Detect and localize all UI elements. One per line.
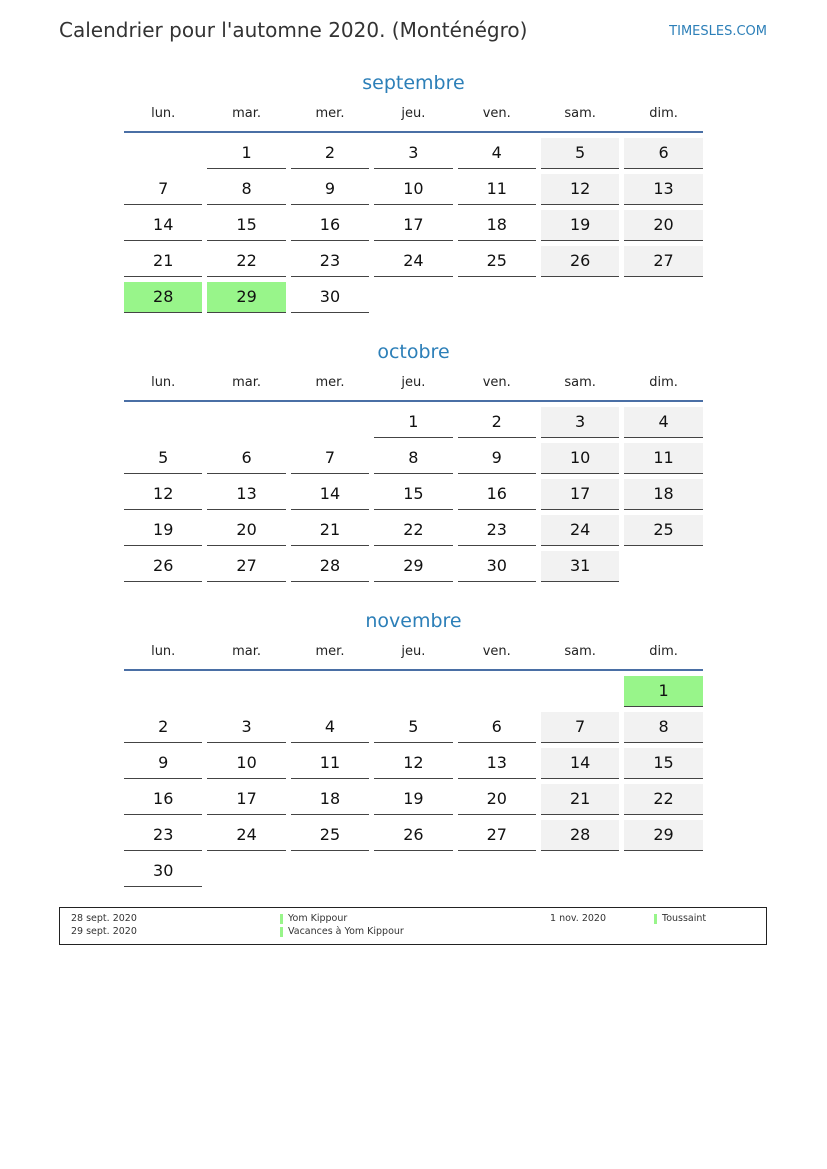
day-cell: 9 xyxy=(291,174,369,205)
day-cell: 26 xyxy=(541,246,619,277)
day-cell: 25 xyxy=(291,820,369,851)
weekday-label: dim. xyxy=(649,375,678,390)
weekday-label: sam. xyxy=(564,644,596,659)
day-cell: 6 xyxy=(624,138,702,169)
week-row xyxy=(124,784,703,815)
month-octobre xyxy=(124,339,703,587)
weekday-label: mer. xyxy=(315,375,345,390)
legend-holiday-name: Vacances à Yom Kippour xyxy=(288,926,404,937)
day-cell: 5 xyxy=(124,443,202,474)
day-cell: 23 xyxy=(291,246,369,277)
month-name: octobre xyxy=(377,341,450,363)
day-cell: 4 xyxy=(458,138,536,169)
weekday-label: ven. xyxy=(482,644,511,659)
empty-cell xyxy=(124,407,202,438)
week-row xyxy=(124,748,703,779)
empty-cell xyxy=(374,856,452,887)
legend-date: 29 sept. 2020 xyxy=(71,926,137,937)
day-cell: 21 xyxy=(541,784,619,815)
weekday-label: jeu. xyxy=(401,375,426,390)
day-cell: 13 xyxy=(458,748,536,779)
day-cell: 1 xyxy=(624,676,702,707)
day-cell: 24 xyxy=(374,246,452,277)
month-header-rule xyxy=(124,669,703,671)
day-cell: 24 xyxy=(207,820,285,851)
weekday-label: mer. xyxy=(315,644,345,659)
day-cell: 18 xyxy=(458,210,536,241)
weekday-label: ven. xyxy=(482,375,511,390)
day-cell: 8 xyxy=(624,712,702,743)
day-cell: 10 xyxy=(374,174,452,205)
day-cell: 9 xyxy=(458,443,536,474)
day-cell: 19 xyxy=(541,210,619,241)
empty-cell xyxy=(624,282,702,313)
weekday-label: mar. xyxy=(232,375,262,390)
day-cell: 20 xyxy=(458,784,536,815)
day-cell: 24 xyxy=(541,515,619,546)
day-cell: 25 xyxy=(458,246,536,277)
empty-cell xyxy=(541,856,619,887)
day-cell: 16 xyxy=(124,784,202,815)
day-cell: 29 xyxy=(207,282,285,313)
day-cell: 28 xyxy=(291,551,369,582)
week-row xyxy=(124,856,703,887)
legend-date: 28 sept. 2020 xyxy=(71,913,137,924)
day-cell: 6 xyxy=(458,712,536,743)
day-cell: 6 xyxy=(207,443,285,474)
empty-cell xyxy=(207,407,285,438)
week-row xyxy=(124,515,703,546)
day-cell: 3 xyxy=(207,712,285,743)
day-cell: 28 xyxy=(541,820,619,851)
day-cell: 12 xyxy=(124,479,202,510)
day-cell: 23 xyxy=(124,820,202,851)
day-cell: 14 xyxy=(541,748,619,779)
day-cell: 22 xyxy=(374,515,452,546)
month-header-rule xyxy=(124,131,703,133)
week-row xyxy=(124,676,703,707)
weekday-label: lun. xyxy=(151,375,176,390)
day-cell: 2 xyxy=(124,712,202,743)
day-cell: 15 xyxy=(207,210,285,241)
month-novembre xyxy=(124,608,703,892)
month-name: septembre xyxy=(362,72,465,94)
weekday-label: dim. xyxy=(649,106,678,121)
weekday-label: ven. xyxy=(482,106,511,121)
empty-cell xyxy=(374,676,452,707)
day-cell: 27 xyxy=(207,551,285,582)
day-cell: 11 xyxy=(458,174,536,205)
week-row xyxy=(124,443,703,474)
day-cell: 16 xyxy=(458,479,536,510)
holiday-legend xyxy=(59,907,767,945)
holiday-swatch xyxy=(654,914,657,924)
day-cell: 30 xyxy=(458,551,536,582)
weekday-header xyxy=(124,373,703,393)
week-row xyxy=(124,407,703,438)
day-cell: 16 xyxy=(291,210,369,241)
empty-cell xyxy=(207,856,285,887)
weekday-label: sam. xyxy=(564,106,596,121)
brand-logo[interactable]: TIMESLES.COM xyxy=(669,24,767,39)
day-cell: 7 xyxy=(124,174,202,205)
day-cell: 12 xyxy=(374,748,452,779)
day-cell: 26 xyxy=(124,551,202,582)
weekday-label: dim. xyxy=(649,644,678,659)
day-cell: 11 xyxy=(624,443,702,474)
week-row xyxy=(124,551,703,582)
day-cell: 17 xyxy=(374,210,452,241)
month-header-rule xyxy=(124,400,703,402)
week-row xyxy=(124,138,703,169)
day-cell: 1 xyxy=(374,407,452,438)
weekday-label: mar. xyxy=(232,644,262,659)
weekday-label: jeu. xyxy=(401,644,426,659)
day-cell: 11 xyxy=(291,748,369,779)
empty-cell xyxy=(541,282,619,313)
empty-cell xyxy=(291,676,369,707)
holiday-swatch xyxy=(280,927,283,937)
empty-cell xyxy=(458,676,536,707)
weekday-header xyxy=(124,104,703,124)
month-name: novembre xyxy=(365,610,462,632)
day-cell: 5 xyxy=(541,138,619,169)
day-cell: 28 xyxy=(124,282,202,313)
day-cell: 7 xyxy=(291,443,369,474)
day-cell: 29 xyxy=(624,820,702,851)
day-cell: 9 xyxy=(124,748,202,779)
day-cell: 10 xyxy=(541,443,619,474)
day-cell: 15 xyxy=(374,479,452,510)
week-row xyxy=(124,174,703,205)
day-cell: 2 xyxy=(291,138,369,169)
day-cell: 8 xyxy=(374,443,452,474)
day-cell: 20 xyxy=(207,515,285,546)
day-cell: 21 xyxy=(124,246,202,277)
empty-cell xyxy=(458,282,536,313)
month-septembre xyxy=(124,70,703,318)
day-cell: 14 xyxy=(291,479,369,510)
day-cell: 5 xyxy=(374,712,452,743)
day-cell: 19 xyxy=(124,515,202,546)
day-cell: 4 xyxy=(291,712,369,743)
week-row xyxy=(124,210,703,241)
day-cell: 27 xyxy=(624,246,702,277)
day-cell: 27 xyxy=(458,820,536,851)
day-cell: 15 xyxy=(624,748,702,779)
day-cell: 31 xyxy=(541,551,619,582)
day-cell: 13 xyxy=(624,174,702,205)
day-cell: 13 xyxy=(207,479,285,510)
day-cell: 29 xyxy=(374,551,452,582)
day-cell: 17 xyxy=(541,479,619,510)
empty-cell xyxy=(624,551,702,582)
day-cell: 17 xyxy=(207,784,285,815)
day-cell: 21 xyxy=(291,515,369,546)
day-cell: 18 xyxy=(291,784,369,815)
legend-holiday-name: Yom Kippour xyxy=(288,913,348,924)
page-title: Calendrier pour l'automne 2020. (Monténégro) xyxy=(59,18,528,42)
empty-cell xyxy=(541,676,619,707)
weekday-label: mar. xyxy=(232,106,262,121)
empty-cell xyxy=(291,407,369,438)
day-cell: 10 xyxy=(207,748,285,779)
weekday-header xyxy=(124,642,703,662)
empty-cell xyxy=(124,138,202,169)
day-cell: 1 xyxy=(207,138,285,169)
holiday-swatch xyxy=(280,914,283,924)
day-cell: 4 xyxy=(624,407,702,438)
week-row xyxy=(124,820,703,851)
day-cell: 3 xyxy=(541,407,619,438)
week-row xyxy=(124,282,703,313)
empty-cell xyxy=(624,856,702,887)
day-cell: 22 xyxy=(624,784,702,815)
weekday-label: lun. xyxy=(151,106,176,121)
day-cell: 14 xyxy=(124,210,202,241)
day-cell: 8 xyxy=(207,174,285,205)
day-cell: 3 xyxy=(374,138,452,169)
legend-holiday-name: Toussaint xyxy=(662,913,707,924)
day-cell: 26 xyxy=(374,820,452,851)
empty-cell xyxy=(458,856,536,887)
day-cell: 7 xyxy=(541,712,619,743)
empty-cell xyxy=(374,282,452,313)
weekday-label: sam. xyxy=(564,375,596,390)
day-cell: 25 xyxy=(624,515,702,546)
legend-date: 1 nov. 2020 xyxy=(550,913,606,924)
weekday-label: jeu. xyxy=(401,106,426,121)
day-cell: 2 xyxy=(458,407,536,438)
day-cell: 30 xyxy=(124,856,202,887)
day-cell: 30 xyxy=(291,282,369,313)
day-cell: 20 xyxy=(624,210,702,241)
week-row xyxy=(124,479,703,510)
empty-cell xyxy=(291,856,369,887)
day-cell: 23 xyxy=(458,515,536,546)
day-cell: 19 xyxy=(374,784,452,815)
empty-cell xyxy=(207,676,285,707)
empty-cell xyxy=(124,676,202,707)
day-cell: 22 xyxy=(207,246,285,277)
weekday-label: lun. xyxy=(151,644,176,659)
week-row xyxy=(124,712,703,743)
weekday-label: mer. xyxy=(315,106,345,121)
day-cell: 18 xyxy=(624,479,702,510)
week-row xyxy=(124,246,703,277)
day-cell: 12 xyxy=(541,174,619,205)
